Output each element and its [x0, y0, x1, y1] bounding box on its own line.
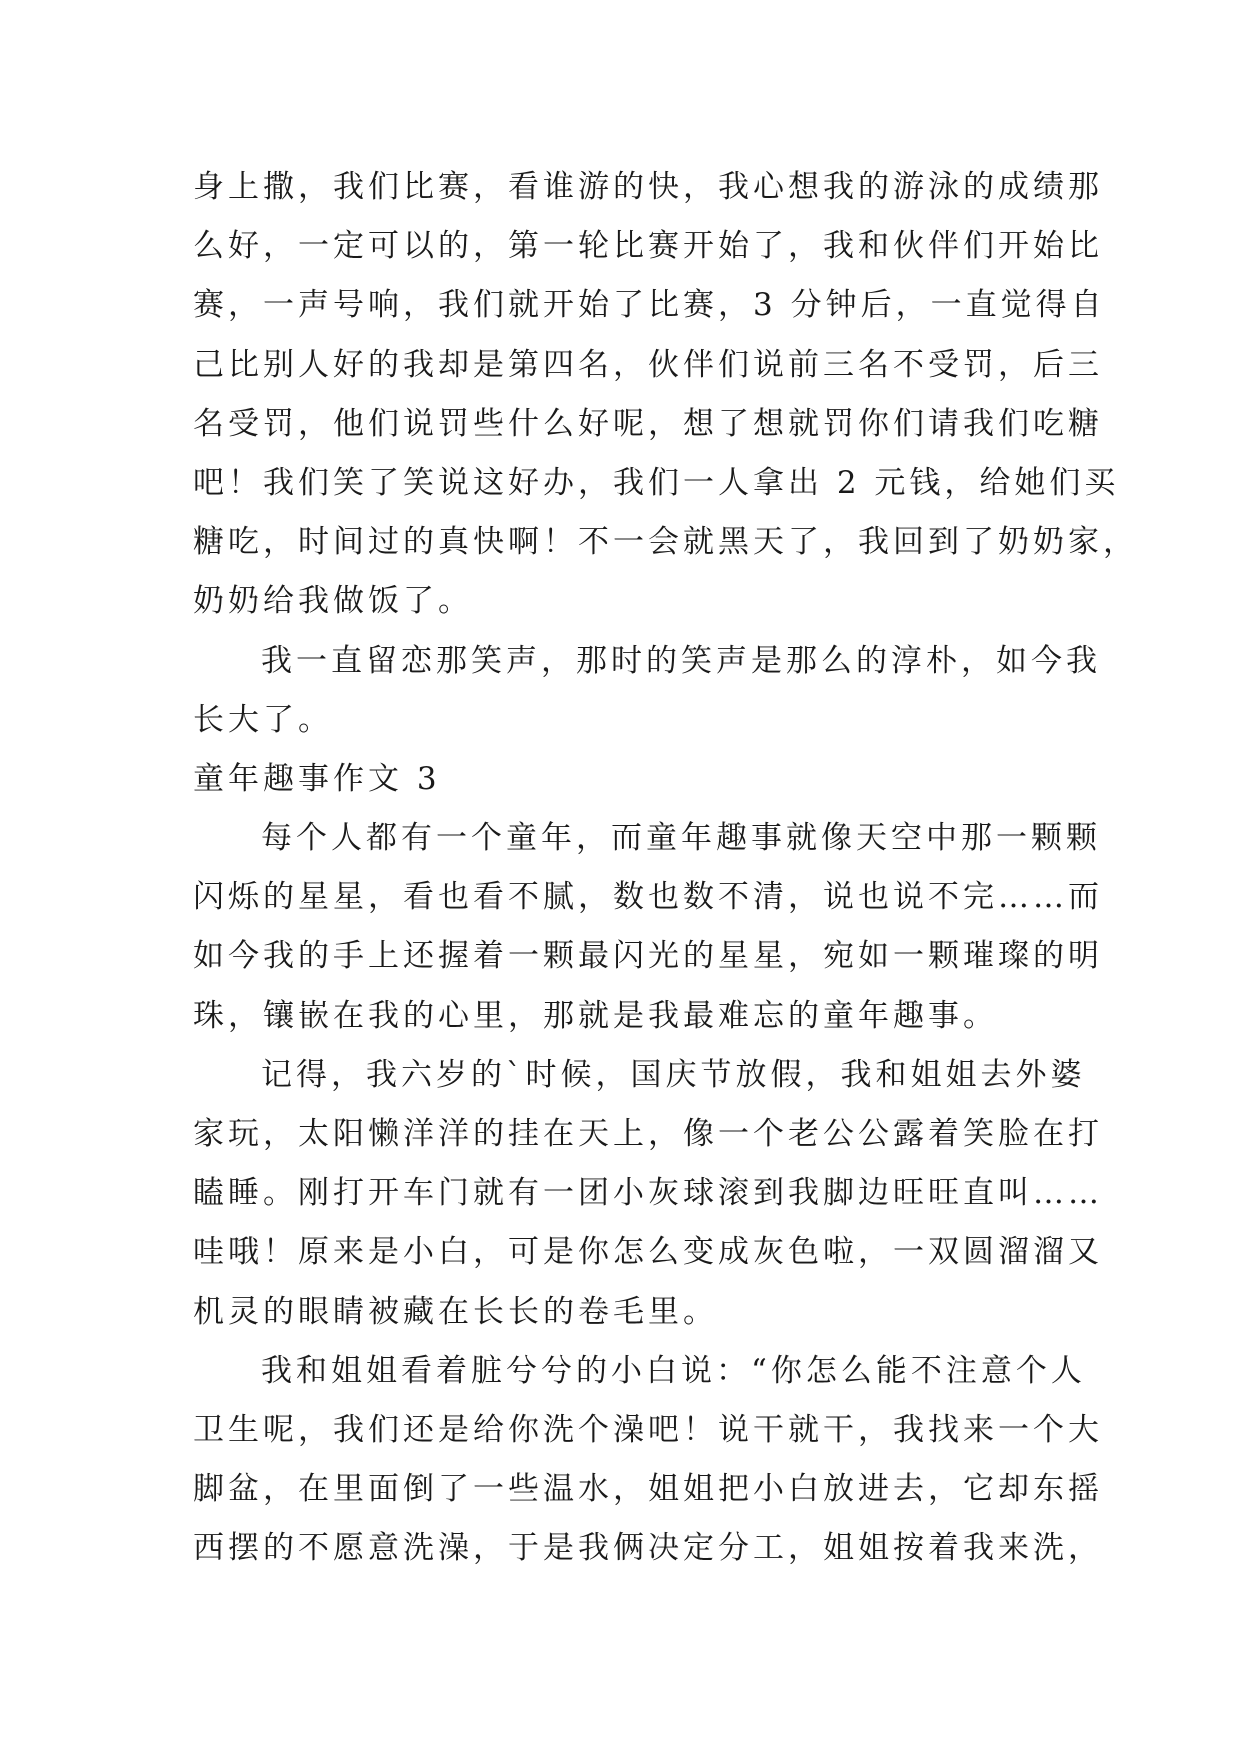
text-line: 么好，一定可以的，第一轮比赛开始了，我和伙伴们开始比 [193, 228, 1103, 265]
text-line: 卫生呢，我们还是给你洗个澡吧！说干就干，我找来一个大 [193, 1411, 1103, 1448]
text-line: 机灵的眼睛被藏在长长的卷毛里。 [193, 1293, 718, 1330]
section-heading: 童年趣事作文 3 [193, 760, 441, 797]
text-line: 赛，一声号响，我们就开始了比赛，3 分钟后，一直觉得自 [193, 287, 1106, 324]
text-line: 珠，镶嵌在我的心里，那就是我最难忘的童年趣事。 [193, 997, 998, 1034]
text-line: 身上撒，我们比赛，看谁游的快，我心想我的游泳的成绩那 [193, 169, 1103, 205]
text-line: 闪烁的星星，看也看不腻，数也数不清，说也说不完……而 [193, 879, 1103, 916]
text-line: 名受罚，他们说罚些什么好呢，想了想就罚你们请我们吃糖 [193, 405, 1103, 442]
text-line: 瞌睡。刚打开车门就有一团小灰球滚到我脚边旺旺直叫…… [193, 1175, 1103, 1212]
paragraph-first-line: 我和姐姐看着脏兮兮的小白说：“你怎么能不注意个人 [261, 1352, 1086, 1389]
text-line: 长大了。 [193, 701, 333, 738]
text-line: 奶奶给我做饭了。 [193, 583, 473, 620]
text-line: 己比别人好的我却是第四名，伙伴们说前三名不受罚，后三 [193, 346, 1103, 383]
paragraph-first-line: 我一直留恋那笑声，那时的笑声是那么的淳朴，如今我 [261, 642, 1101, 679]
text-line: 西摆的不愿意洗澡，于是我俩决定分工，姐姐按着我来洗， [193, 1530, 1103, 1567]
paragraph-first-line: 记得，我六岁的`时候，国庆节放假，我和姐姐去外婆 [261, 1056, 1086, 1093]
text-line: 吧！我们笑了笑说这好办，我们一人拿出 2 元钱，给她们买 [193, 464, 1120, 501]
body-text [193, 158, 1138, 1579]
text-line: 如今我的手上还握着一颗最闪光的星星，宛如一颗璀璨的明 [193, 938, 1103, 975]
text-line: 糖吃，时间过的真快啊！不一会就黑天了，我回到了奶奶家， [193, 524, 1138, 561]
paragraph-first-line: 每个人都有一个童年，而童年趣事就像天空中那一颗颗 [261, 820, 1101, 857]
text-line: 脚盆，在里面倒了一些温水，姐姐把小白放进去，它却东摇 [193, 1471, 1103, 1508]
text-line: 哇哦！原来是小白，可是你怎么变成灰色啦，一双圆溜溜又 [193, 1234, 1103, 1271]
text-line: 家玩，太阳懒洋洋的挂在天上，像一个老公公露着笑脸在打 [193, 1116, 1103, 1152]
